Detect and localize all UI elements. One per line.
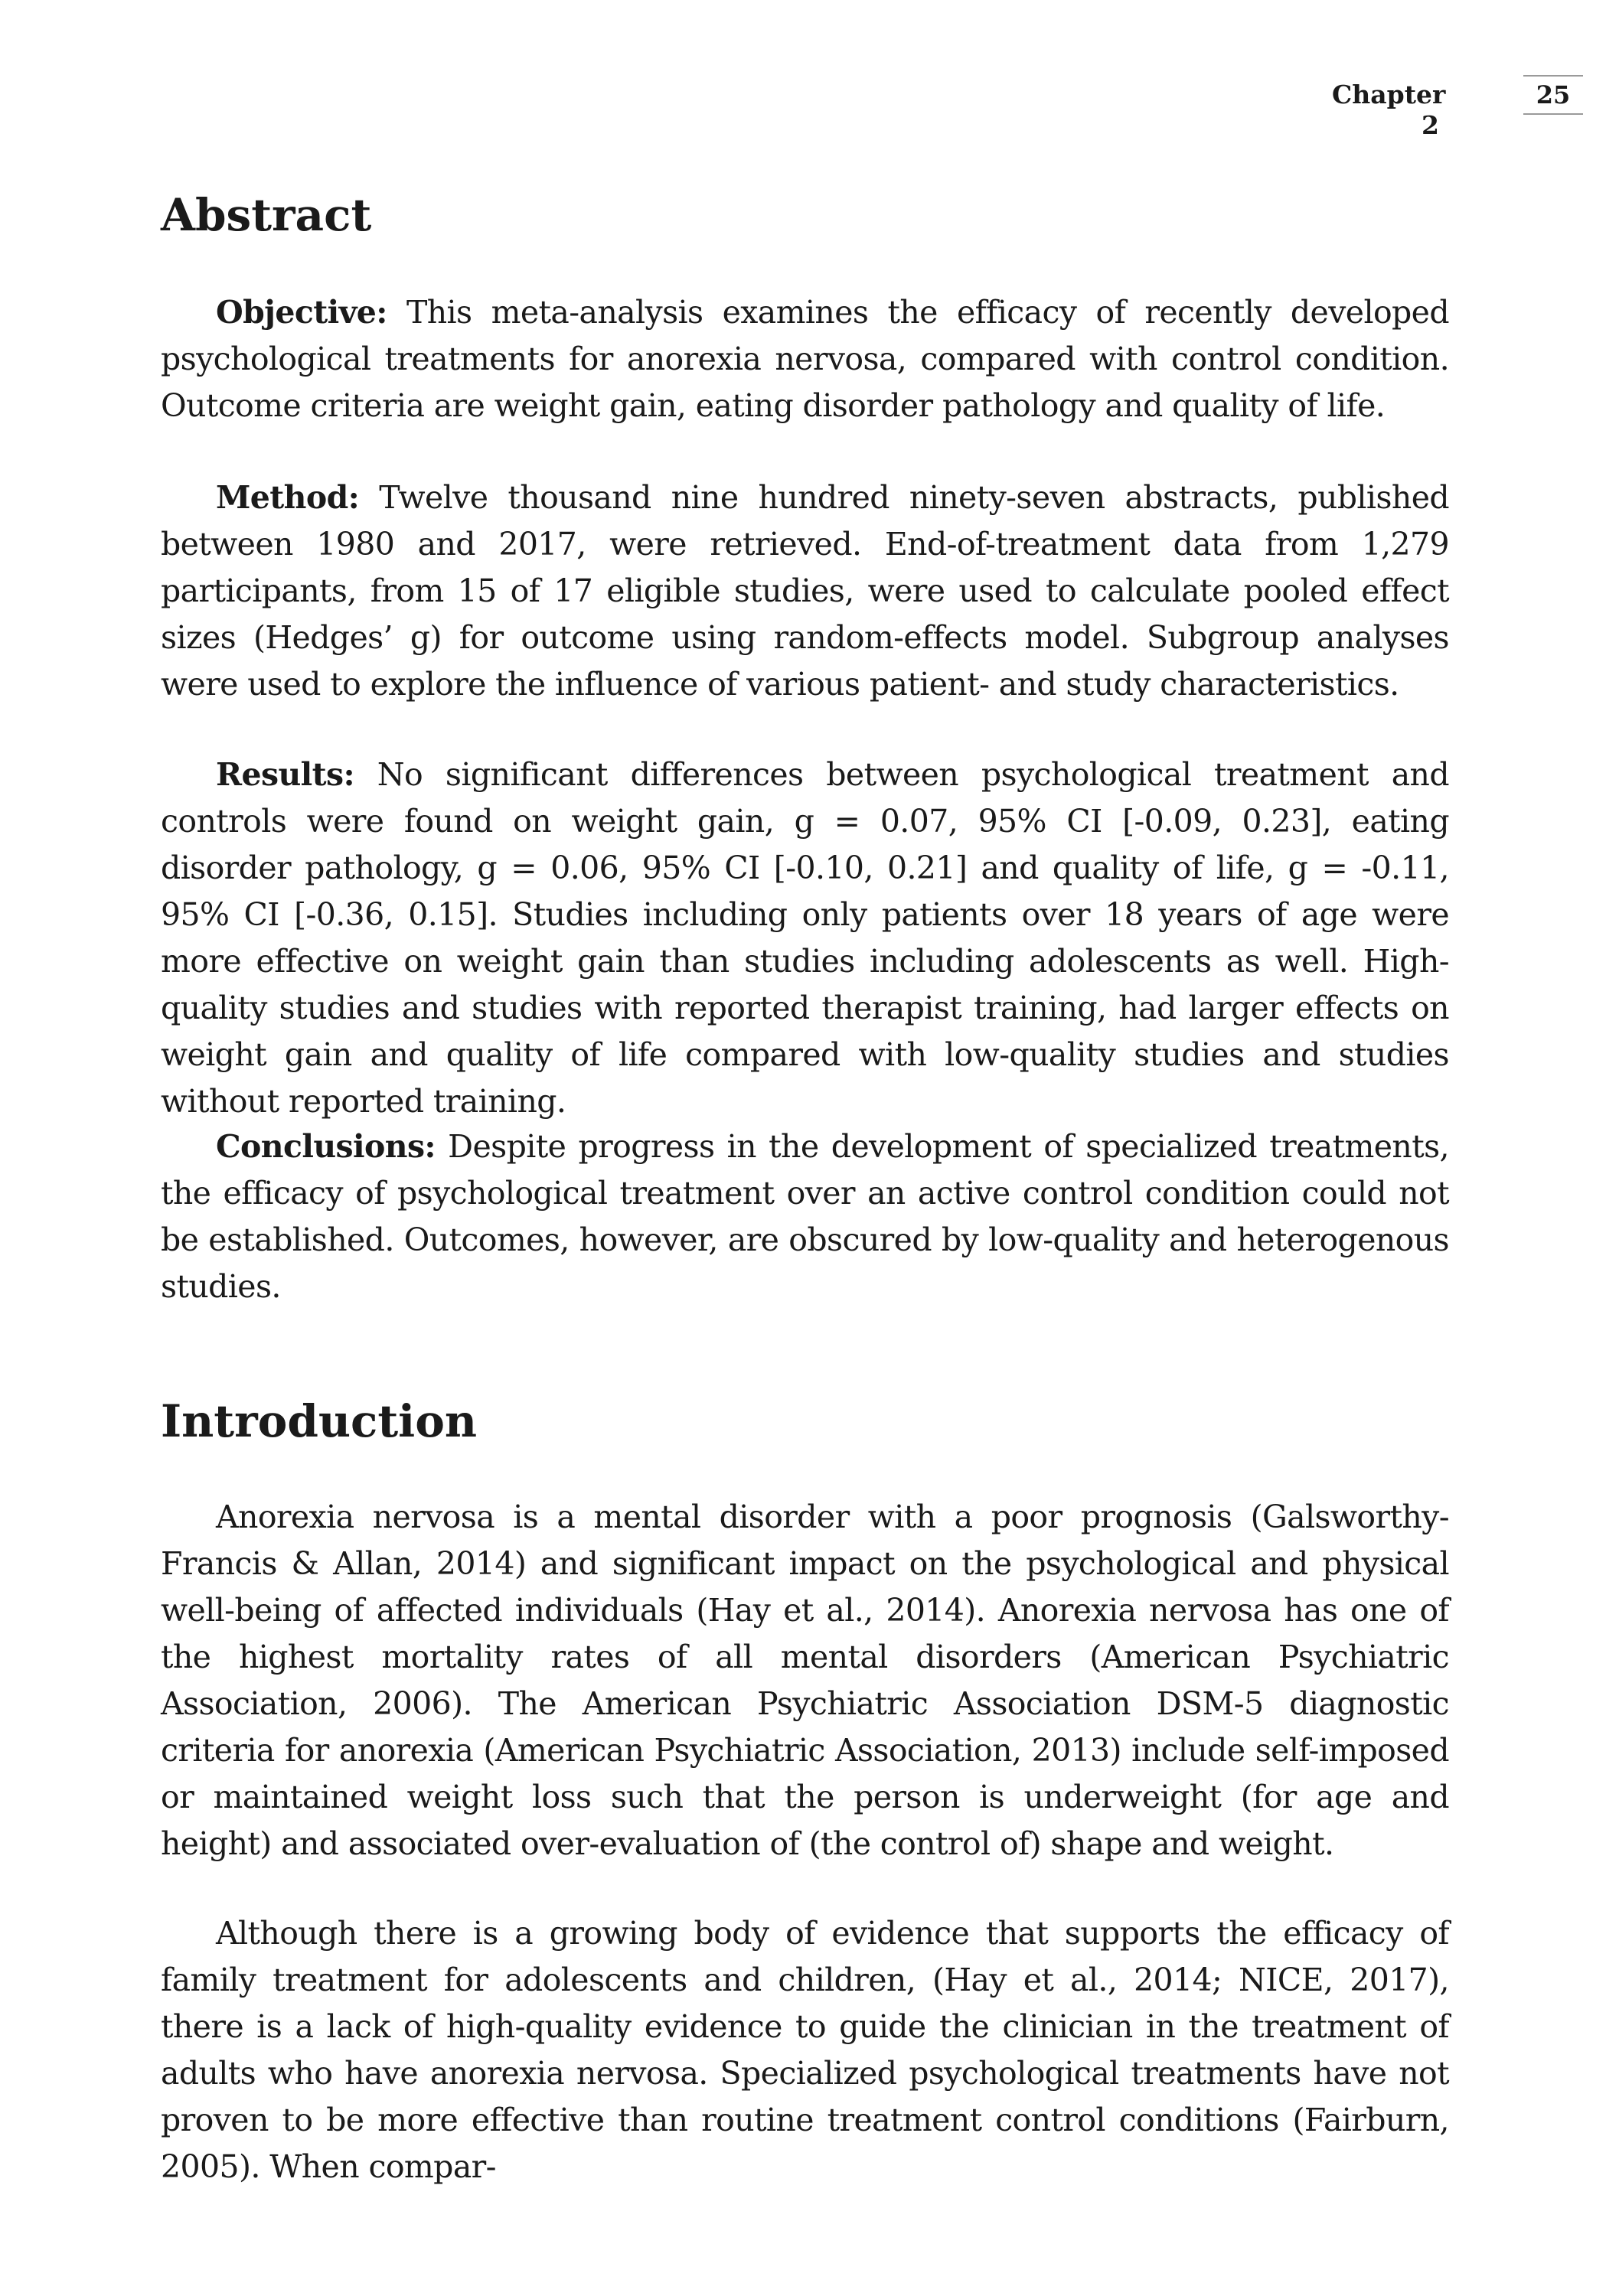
running-head: Chapter 2 [1332,80,1446,140]
conclusions-label: Conclusions: [216,1128,436,1165]
objective-label: Objective: [216,294,387,331]
abstract-method [161,475,1449,708]
abstract-objective [161,289,1449,429]
method-label: Method: [216,479,360,516]
results-text: No significant differences between psychological treatment and controls were found on weight gain, g = 0.07, 95% CI [-0.09, 0.23], eating disorder pathology, g = 0.06, 95% CI [-0.10, 0.21] and quality of life, g = -0.11, 95% CI [-0.36, 0.15]. Studies including only patients over 18 years of age were more effective on weight gain than studies including adolescents as well. High-quality studies and studies with reported therapist training, had larger effects on weight gain and quality of life compared with low-quality studies and studies without reported training. [161,756,1449,1120]
introduction-paragraph-1: Anorexia nervosa is a mental disorder with a poor prognosis (Galsworthy-Francis & Allan, 2014) and significant impact on the psychological and physical well-being of affected individuals (Hay et al., 2014). Anorexia nervosa has one of the highest mortality rates of all mental disorders (American Psychiatric Association, 2006). The American Psychiatric Association DSM-5 diagnostic criteria for anorexia (American Psychiatric Association, 2013) include self-imposed or maintained weight loss such that the person is underweight (for age and height) and associated over-evaluation of (the control of) shape and weight. [161,1499,1449,1862]
introduction-heading: Introduction [161,1395,478,1447]
abstract-conclusions [161,1124,1449,1310]
page-number: 25 [1523,75,1583,115]
objective-text: This meta-analysis examines the efficacy of recently developed psychological treatments for anorexia nervosa, compared with control condition. Outcome criteria are weight gain, eating disorder pathology and quality of life. [161,294,1449,424]
results-label: Results: [216,756,354,793]
introduction-paragraph-2: Although there is a growing body of evidence that supports the efficacy of family treatment for adolescents and children, (Hay et al., 2014; NICE, 2017), there is a lack of high-quality evidence to guide the clinician in the treatment of adults who have anorexia nervosa. Specialized psychological treatments have not proven to be more effective than routine treatment control conditions (Fairburn, 2005). When compar- [161,1915,1449,2185]
abstract-heading: Abstract [161,189,372,241]
abstract-results [161,752,1449,1125]
method-text: Twelve thousand nine hundred ninety-seven abstracts, published between 1980 and 2017, were retrieved. End-of-treatment data from 1,279 participants, from 15 of 17 eligible studies, were used to calculate pooled effect sizes (Hedges’ g) for outcome using random-effects model. Subgroup analyses were used to explore the influence of various patient- and study characteristics. [161,479,1449,703]
conclusions-text: Despite progress in the development of specialized treatments, the efficacy of psychological treatment over an active control condition could not be established. Outcomes, however, are obscured by low-quality and heterogenous studies. [161,1128,1449,1305]
